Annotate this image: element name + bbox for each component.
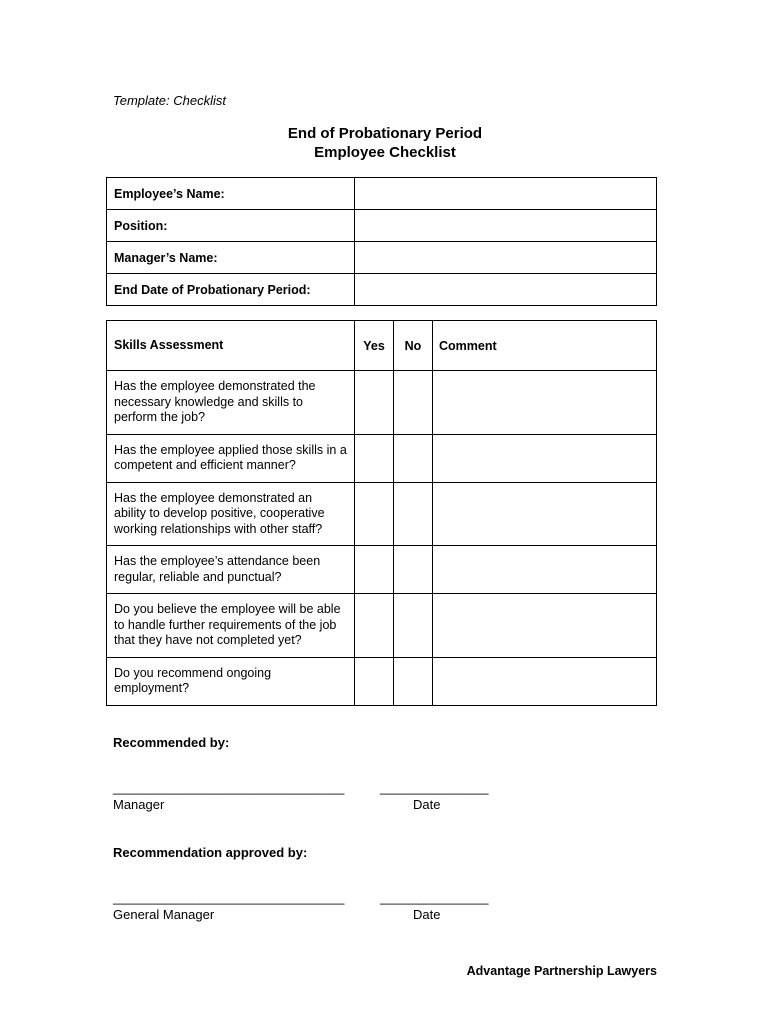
manager-signature-line[interactable]: ________________________________ <box>113 780 345 795</box>
comment-cell[interactable] <box>433 657 657 705</box>
employee-name-label: Employee’s Name: <box>107 178 355 210</box>
comment-cell[interactable] <box>433 371 657 435</box>
skills-header-row <box>107 321 657 371</box>
comment-cell[interactable] <box>433 594 657 658</box>
manager-name-field[interactable] <box>355 242 657 274</box>
question-text: Do you recommend ongoing employment? <box>107 657 355 705</box>
yes-cell[interactable] <box>355 594 394 658</box>
comment-cell[interactable] <box>433 546 657 594</box>
question-row <box>107 482 657 546</box>
info-row <box>107 242 657 274</box>
manager-label: Manager <box>113 797 165 812</box>
employee-info-table <box>106 177 657 306</box>
question-row <box>107 546 657 594</box>
general-manager-signature-line[interactable]: ________________________________ <box>113 890 345 905</box>
info-row <box>107 210 657 242</box>
question-text: Has the employee demonstrated an ability to develop positive, cooperative working relationships with other staff? <box>107 482 355 546</box>
footer-firm-name: Advantage Partnership Lawyers <box>466 964 657 978</box>
general-manager-label: General Manager <box>113 907 215 922</box>
position-field[interactable] <box>355 210 657 242</box>
general-manager-date-label: Date <box>413 907 441 922</box>
yes-cell[interactable] <box>355 546 394 594</box>
no-cell[interactable] <box>394 594 433 658</box>
manager-date-line[interactable]: _______________ <box>380 780 489 795</box>
recommended-by-heading: Recommended by: <box>113 735 230 750</box>
general-manager-date-line[interactable]: _______________ <box>380 890 489 905</box>
question-text: Has the employee demonstrated the necessary knowledge and skills to perform the job? <box>107 371 355 435</box>
yes-cell[interactable] <box>355 482 394 546</box>
comment-cell[interactable] <box>433 482 657 546</box>
yes-header: Yes <box>355 321 394 371</box>
info-row <box>107 178 657 210</box>
question-row <box>107 657 657 705</box>
employee-name-field[interactable] <box>355 178 657 210</box>
question-text: Do you believe the employee will be able to handle further requirements of the job that they have not completed yet? <box>107 594 355 658</box>
template-label: Template: Checklist <box>113 93 226 108</box>
skills-assessment-table <box>106 320 657 706</box>
skills-assessment-header: Skills Assessment <box>107 321 355 371</box>
info-row <box>107 274 657 306</box>
question-row <box>107 594 657 658</box>
manager-date-label: Date <box>413 797 441 812</box>
yes-cell[interactable] <box>355 371 394 435</box>
no-cell[interactable] <box>394 371 433 435</box>
yes-cell[interactable] <box>355 434 394 482</box>
question-row <box>107 371 657 435</box>
end-date-label: End Date of Probationary Period: <box>107 274 355 306</box>
comment-header: Comment <box>433 321 657 371</box>
title-line-2: Employee Checklist <box>314 144 456 161</box>
manager-name-label: Manager’s Name: <box>107 242 355 274</box>
approved-by-heading: Recommendation approved by: <box>113 845 308 860</box>
question-row <box>107 434 657 482</box>
comment-cell[interactable] <box>433 434 657 482</box>
end-date-field[interactable] <box>355 274 657 306</box>
yes-cell[interactable] <box>355 657 394 705</box>
no-cell[interactable] <box>394 482 433 546</box>
no-cell[interactable] <box>394 434 433 482</box>
no-cell[interactable] <box>394 546 433 594</box>
position-label: Position: <box>107 210 355 242</box>
no-header: No <box>394 321 433 371</box>
document-title <box>0 124 770 162</box>
question-text: Has the employee’s attendance been regular, reliable and punctual? <box>107 546 355 594</box>
question-text: Has the employee applied those skills in a competent and efficient manner? <box>107 434 355 482</box>
title-line-1: End of Probationary Period <box>287 125 483 142</box>
no-cell[interactable] <box>394 657 433 705</box>
